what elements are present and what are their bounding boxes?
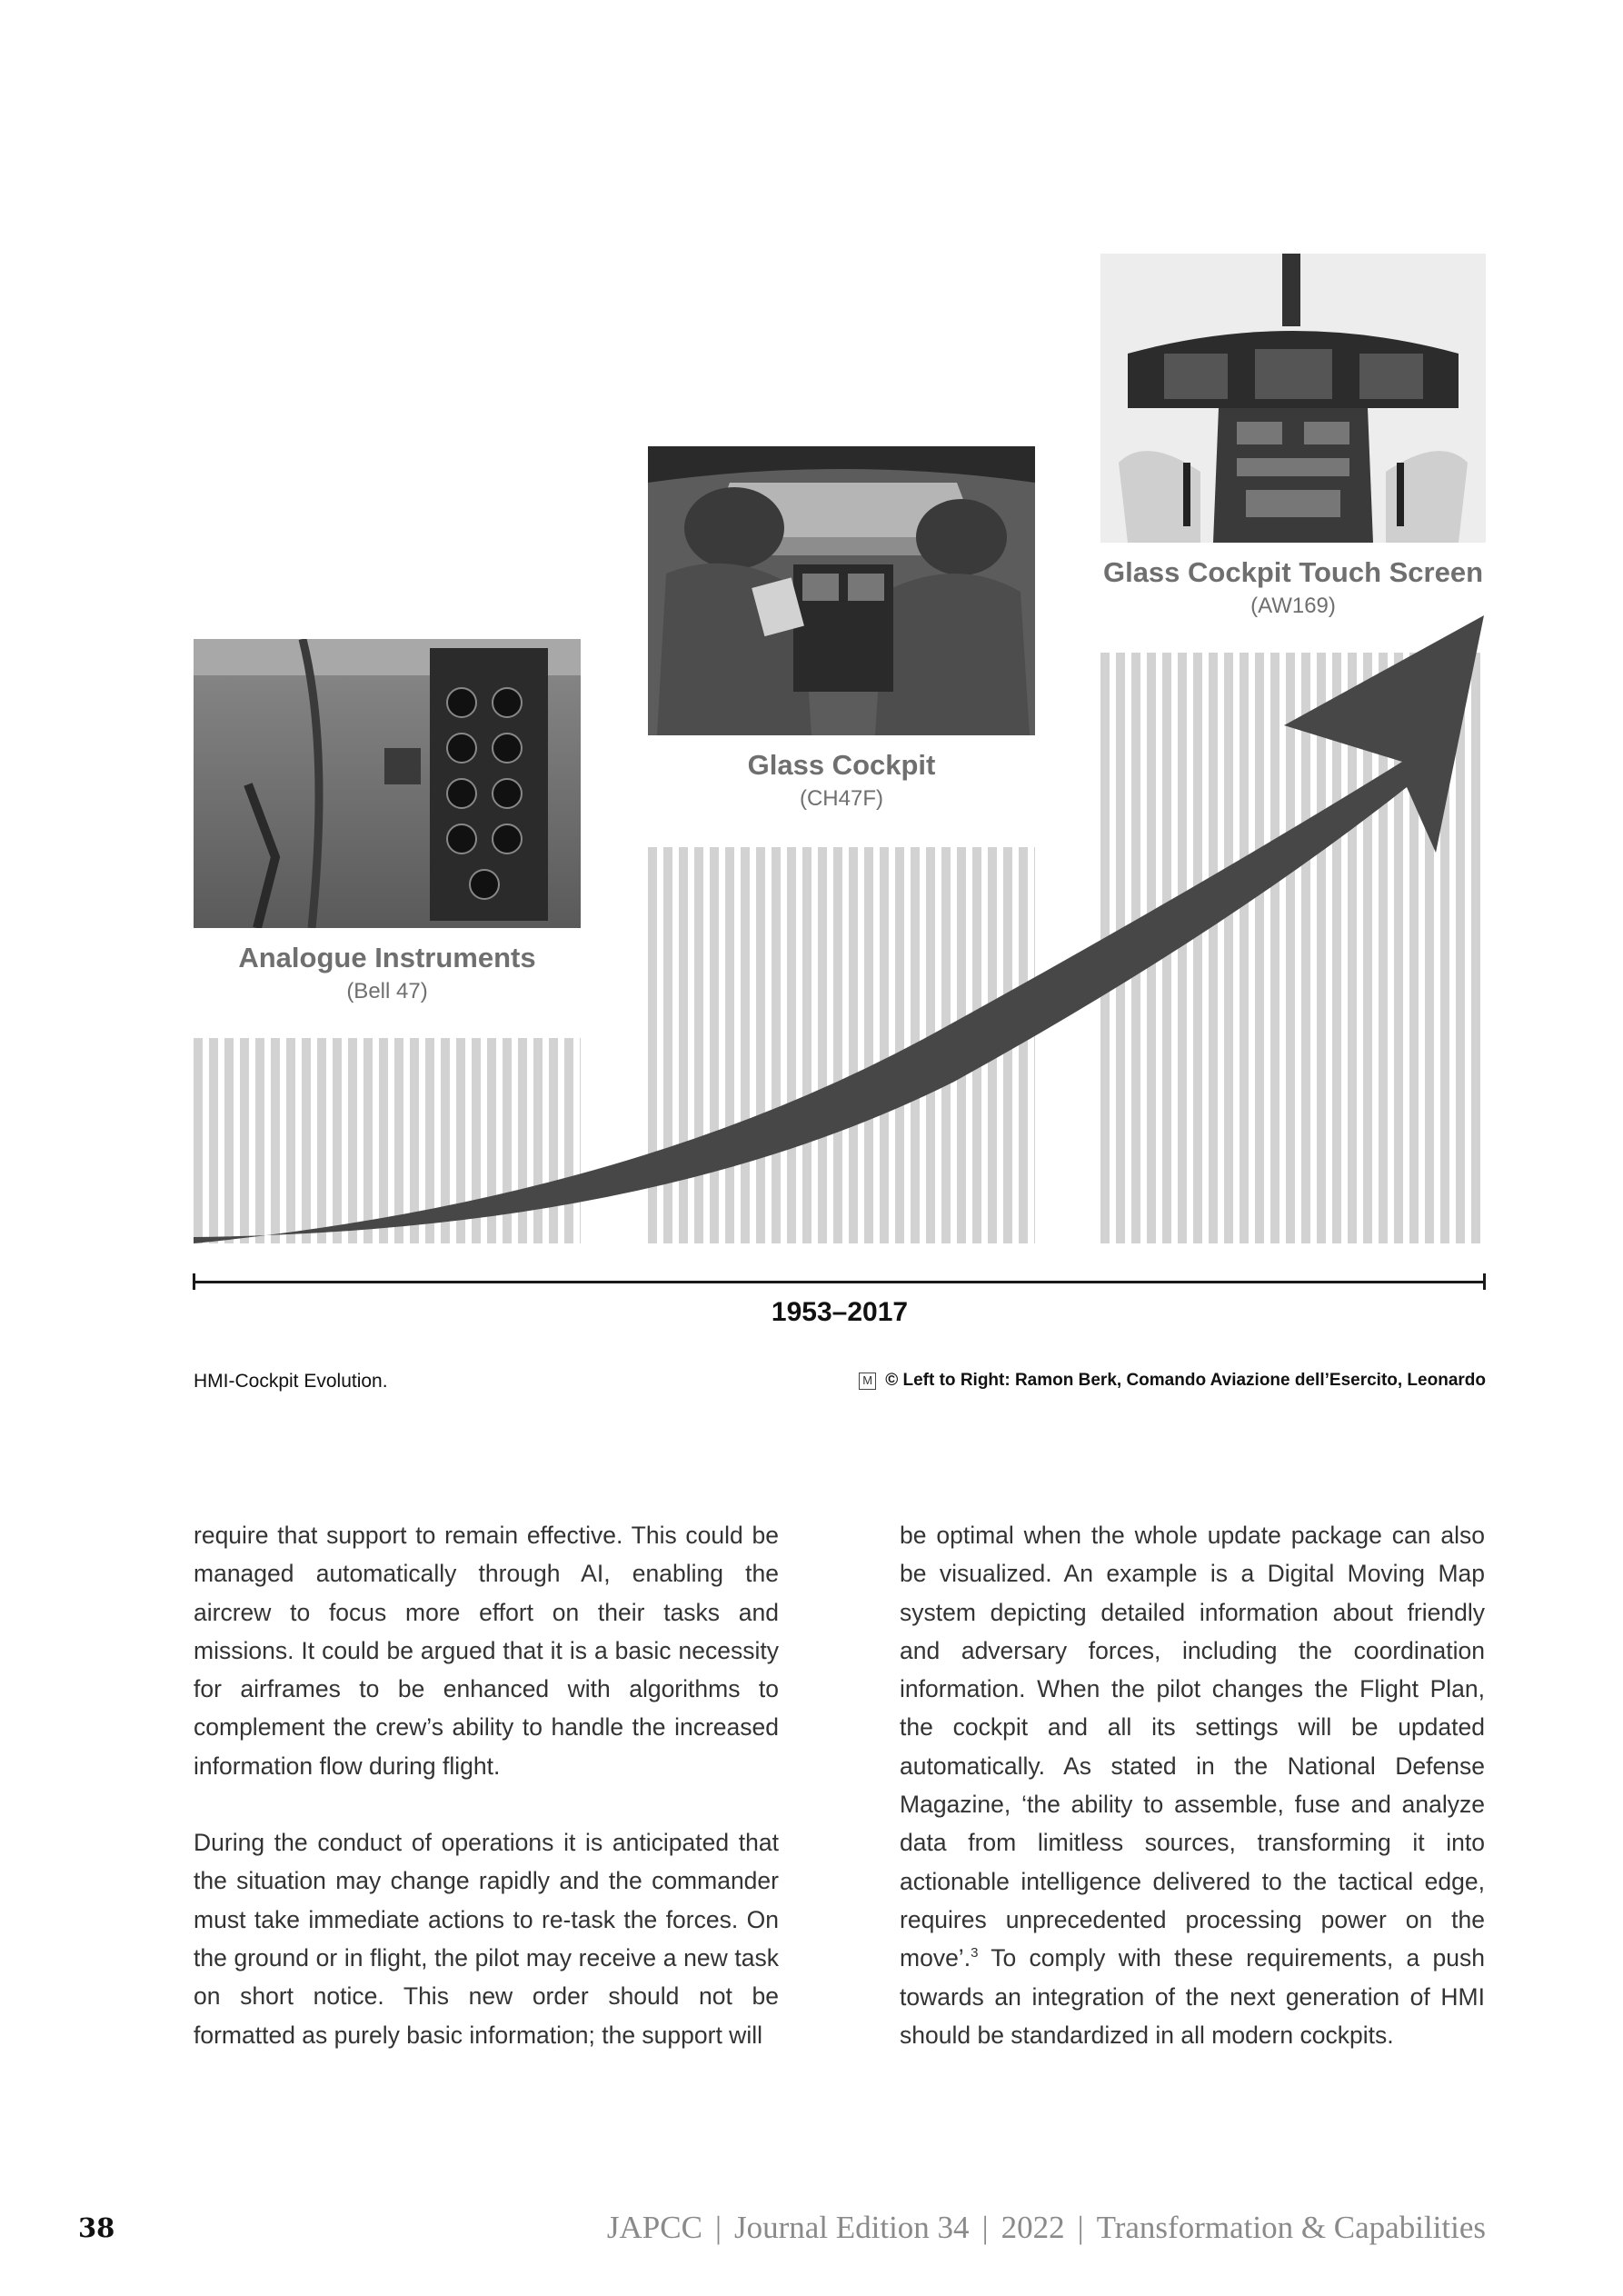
page-number: 38 (78, 2212, 115, 2243)
column-subtitle: (AW169) (1250, 594, 1336, 618)
column-title: Analogue Instruments (238, 942, 536, 973)
footnote-ref[interactable]: 3 (971, 1945, 979, 1962)
timeline-axis (194, 1281, 1486, 1283)
separator: | (714, 2210, 722, 2245)
paragraph: During the conduct of operations it is anticipated that the situation may change rapidly and the commander must take immediate actions to re-task the forces. On the ground or in flight, the pilot may receive a new task on short notice. This new order should not be formatted as purely basic information; the support will (194, 1829, 779, 2049)
timeline-label: 1953–2017 (771, 1297, 909, 1327)
paragraph-text: be optimal when the whole update package can also be visualized. An example is a Digital Moving Map system depicting detailed information about friendly and adversary forces, including the coordination information. When the pilot changes the Flight Plan, the cockpit and all its settings will be updated automatically. As stated in the National Defense Magazine, ‘the ability to assemble, fuse and analyze data from limitless sources, transforming it into actionable intelligence delivered to the tactical edge, requires unprecedented processing power on the move’. (900, 1522, 1485, 1972)
paragraph (900, 1516, 1485, 2054)
column-subtitle: (Bell 47) (346, 979, 428, 1003)
column-subtitle: (CH47F) (799, 786, 883, 811)
column-title: Glass Cockpit (747, 749, 936, 781)
body-column-left (194, 1516, 779, 2054)
footer-edition: Journal Edition 34 (733, 2210, 970, 2245)
column-title: Glass Cockpit Touch Screen (1102, 556, 1484, 588)
figure-credit (859, 1371, 1486, 1391)
footer-year: 2022 (1001, 2210, 1065, 2245)
footer-publisher: JAPCC (606, 2210, 702, 2245)
credit-text: © Left to Right: Ramon Berk, Comando Aviazione dell’Esercito, Leonardo (885, 1371, 1486, 1390)
paragraph-text: To comply with these requirements, a push towards an integration of the next generation of HMI should be standardized in all modern cockpits. (900, 1944, 1485, 2049)
timeline-start-tick (193, 1273, 195, 1290)
body-column-right (900, 1516, 1485, 2054)
paragraph: require that support to remain effective. This could be managed automatically through AI, enabling the aircrew to focus more effort on their tasks and missions. It could be argued that it is a basic necessity for airframes to be enhanced with algorithms to complement the crew’s ability to handle the increased information flow during flight. (194, 1522, 779, 1780)
figure-caption: HMI-Cockpit Evolution. (194, 1371, 388, 1392)
arrow-shape (194, 615, 1484, 1243)
media-icon: M (859, 1373, 876, 1390)
footer-section: Transformation & Capabilities (1096, 2210, 1486, 2245)
timeline-end-tick (1483, 1273, 1486, 1290)
running-footer (607, 2210, 1486, 2246)
separator: | (981, 2210, 989, 2245)
separator: | (1077, 2210, 1084, 2245)
